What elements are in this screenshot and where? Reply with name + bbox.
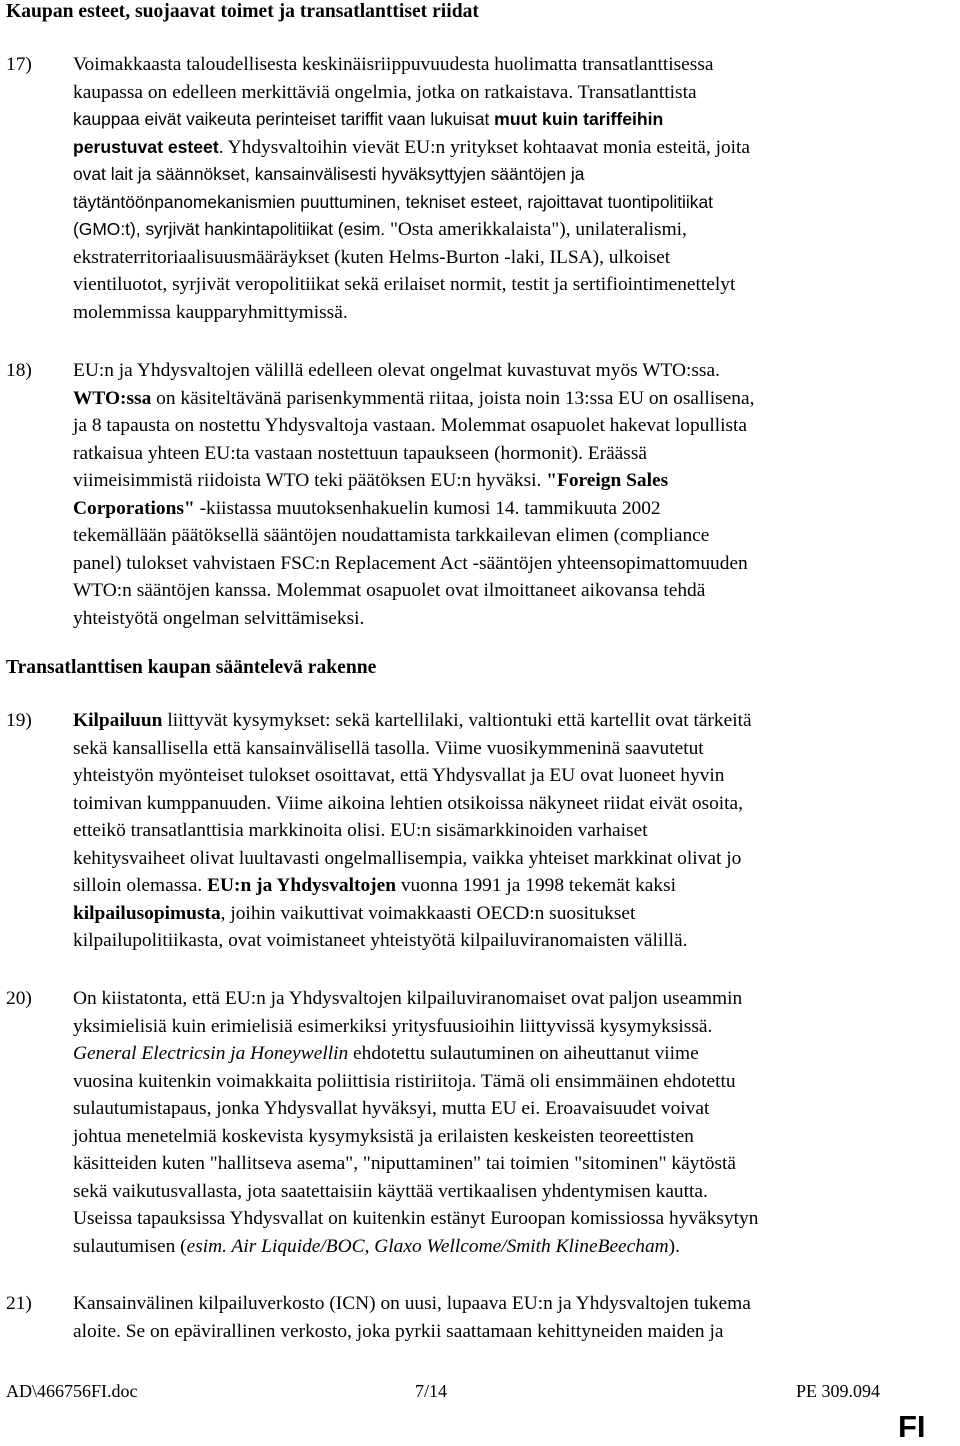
text-line: johtua menetelmiä koskevista kysymyksistä ja erilaisten keskeisten teoreettisten xyxy=(73,1125,694,1147)
paragraph-21 xyxy=(6,1290,956,1345)
text-line: kauppaa eivät vaikeuta perinteiset tariffit vaan lukuisat muut kuin tariffeihin xyxy=(73,109,664,129)
text-line: toimivan kumppanuuden. Viime aikoina lehtien otsikoissa näkyneet riidat eivät osoita, xyxy=(73,792,744,814)
text-line: sulautumistapaus, jonka Yhdysvallat hyväksyi, mutta EU ei. Eroavaisuudet voivat xyxy=(73,1098,710,1119)
paragraph-text xyxy=(73,1290,953,1345)
text-line: Kansainvälinen kilpailuverkosto (ICN) on uusi, lupaava EU:n ja Yhdysvaltojen tukema xyxy=(73,1293,751,1314)
paragraph-text xyxy=(73,985,953,1260)
text-line: ekstraterritoriaalisuusmääräykset (kuten Helms-Burton -laki, ILSA), ulkoiset xyxy=(73,246,671,268)
footer-doc-ref: AD\466756FI.doc xyxy=(6,1381,138,1401)
text-line: panel) tulokset vahvistaen FSC:n Replacement Act -sääntöjen yhteensopimattomuuden xyxy=(73,552,748,574)
text-line: kilpailusopimusta, joihin vaikuttivat voimakkaasti OECD:n suositukset xyxy=(73,902,636,924)
text-line: WTO:ssa on käsiteltävänä parisenkymmentä riitaa, joista noin 13:ssa EU on osallisena, xyxy=(73,387,755,409)
text-line: sulautumisen (esim. Air Liquide/BOC, Glaxo Wellcome/Smith KlineBeecham). xyxy=(73,1235,680,1257)
text-line: WTO:n sääntöjen kanssa. Molemmat osapuolet ovat ilmoittaneet aikovansa tehdä xyxy=(73,580,706,601)
text-line: sekä kansallisella että kansainvälisellä tasolla. Viime vuosikymmeninä saavutetut xyxy=(73,737,704,759)
paragraph-number: 18) xyxy=(6,360,32,381)
text-line: On kiistatonta, että EU:n ja Yhdysvaltojen kilpailuviranomaiset ovat paljon useammin xyxy=(73,988,743,1009)
section-heading-regulatory-structure: Transatlanttisen kaupan sääntelevä rakenne xyxy=(6,657,377,678)
text-line: etteikö transatlanttisia markkinoita olisi. EU:n sisämarkkinoiden varhaiset xyxy=(73,820,648,841)
text-line: Useissa tapauksissa Yhdysvallat on kuitenkin estänyt Euroopan komissiossa hyväksytyn xyxy=(73,1208,759,1229)
text-line: Voimakkaasta taloudellisesta keskinäisriippuvuudesta huolimatta transatlanttisessa xyxy=(73,54,714,75)
text-line: täytäntöönpanomekanismien puuttuminen, tekniset esteet, rajoittavat tuontipolitiikat xyxy=(73,191,713,212)
text-line: ja 8 tapausta on nostettu Yhdysvaltoja vastaan. Molemmat osapuolet hakevat lopullista xyxy=(73,415,748,436)
paragraph-text xyxy=(73,707,953,955)
text-line: EU:n ja Yhdysvaltojen välillä edelleen olevat ongelmat kuvastuvat myös WTO:ssa. xyxy=(73,360,720,381)
text-line: General Electricsin ja Honeywellin ehdotettu sulautuminen on aiheuttanut viime xyxy=(73,1043,699,1064)
text-line: silloin olemassa. EU:n ja Yhdysvaltojen vuonna 1991 ja 1998 tekemät kaksi xyxy=(73,875,677,896)
text-line: kilpailupolitiikasta, ovat voimistaneet yhteistyötä kilpailuviranomaisten välillä. xyxy=(73,930,688,951)
paragraph-number: 20) xyxy=(6,988,32,1009)
paragraph-18 xyxy=(6,357,956,632)
text-line: Kilpailuun liittyvät kysymykset: sekä kartellilaki, valtiontuki että kartellit ovat tärkeitä xyxy=(73,710,752,731)
text-line: yksimielisiä kuin erimielisiä esimerkiksi yritysfuusioihin liittyvissä kysymyksissä. xyxy=(73,1015,713,1037)
paragraph-text xyxy=(73,51,953,326)
paragraph-number: 19) xyxy=(6,710,32,731)
text-line: käsitteiden kuten "hallitseva asema", "niputtaminen" tai toimien "sitominen" käytöstä xyxy=(73,1153,737,1174)
text-line: vientiluotot, syrjivät veropolitiikat sekä erilaiset normit, testit ja sertifiointimenettelyt xyxy=(73,274,736,295)
paragraph-17 xyxy=(6,51,956,326)
paragraph-20 xyxy=(6,985,956,1260)
text-line: yhteistyön myönteiset tulokset osoittavat, että Yhdysvallat ja EU ovat luoneet hyvin xyxy=(73,765,725,786)
text-line: molemmissa kaupparyhmittymissä. xyxy=(73,301,348,323)
text-line: perustuvat esteet. Yhdysvaltoihin vievät EU:n yritykset kohtaavat monia esteitä, joita xyxy=(73,136,751,158)
text-line: aloite. Se on epävirallinen verkosto, joka pyrkii saattamaan kehittyneiden maiden ja xyxy=(73,1320,724,1342)
text-line: kaupassa on edelleen merkittäviä ongelmia, jotka on ratkaistava. Transatlanttista xyxy=(73,81,697,103)
text-line: (GMO:t), syrjivät hankintapolitiikat (esim. "Osta amerikkalaista"), unilateralismi, xyxy=(73,219,687,240)
text-line: sekä vaikutusvallasta, jota saatettaisiin käyttää vertikaalisen yhdentymisen kautta. xyxy=(73,1180,708,1202)
footer-pe-number: PE 309.094 xyxy=(795,1381,880,1401)
text-line: Corporations" -kiistassa muutoksenhakuelin kumosi 14. tammikuuta 2002 xyxy=(73,497,661,519)
paragraph-text xyxy=(73,357,953,632)
footer-page-number: 7/14 xyxy=(415,1381,448,1401)
language-code: FI xyxy=(898,1409,926,1444)
text-line: kehitysvaiheet olivat luultavasti ongelmallisempia, vaikka yhteiset markkinat olivat jo xyxy=(73,847,742,869)
paragraph-number: 21) xyxy=(6,1293,32,1314)
section-heading-trade-barriers: Kaupan esteet, suojaavat toimet ja transatlanttiset riidat xyxy=(6,1,479,22)
text-line: vuosina kuitenkin voimakkaita poliittisia ristiriitoja. Tämä oli ensimmäinen ehdotettu xyxy=(73,1070,736,1092)
text-line: ratkaisua yhteen EU:ta vastaan nostettuun tapaukseen (hormonit). Eräässä xyxy=(73,442,647,464)
text-line: viimeisimmistä riidoista WTO teki päätöksen EU:n hyväksi. "Foreign Sales xyxy=(73,470,669,491)
paragraph-19 xyxy=(6,707,956,955)
text-line: tekemällään päätöksellä sääntöjen noudattamista tarkkailevan elimen (compliance xyxy=(73,525,710,546)
text-line: yhteistyötä ongelman selvittämiseksi. xyxy=(73,607,365,629)
text-line: ovat lait ja säännökset, kansainvälisesti hyväksyttyjen sääntöjen ja xyxy=(73,164,585,184)
paragraph-number: 17) xyxy=(6,54,32,75)
page-footer xyxy=(6,1379,880,1403)
